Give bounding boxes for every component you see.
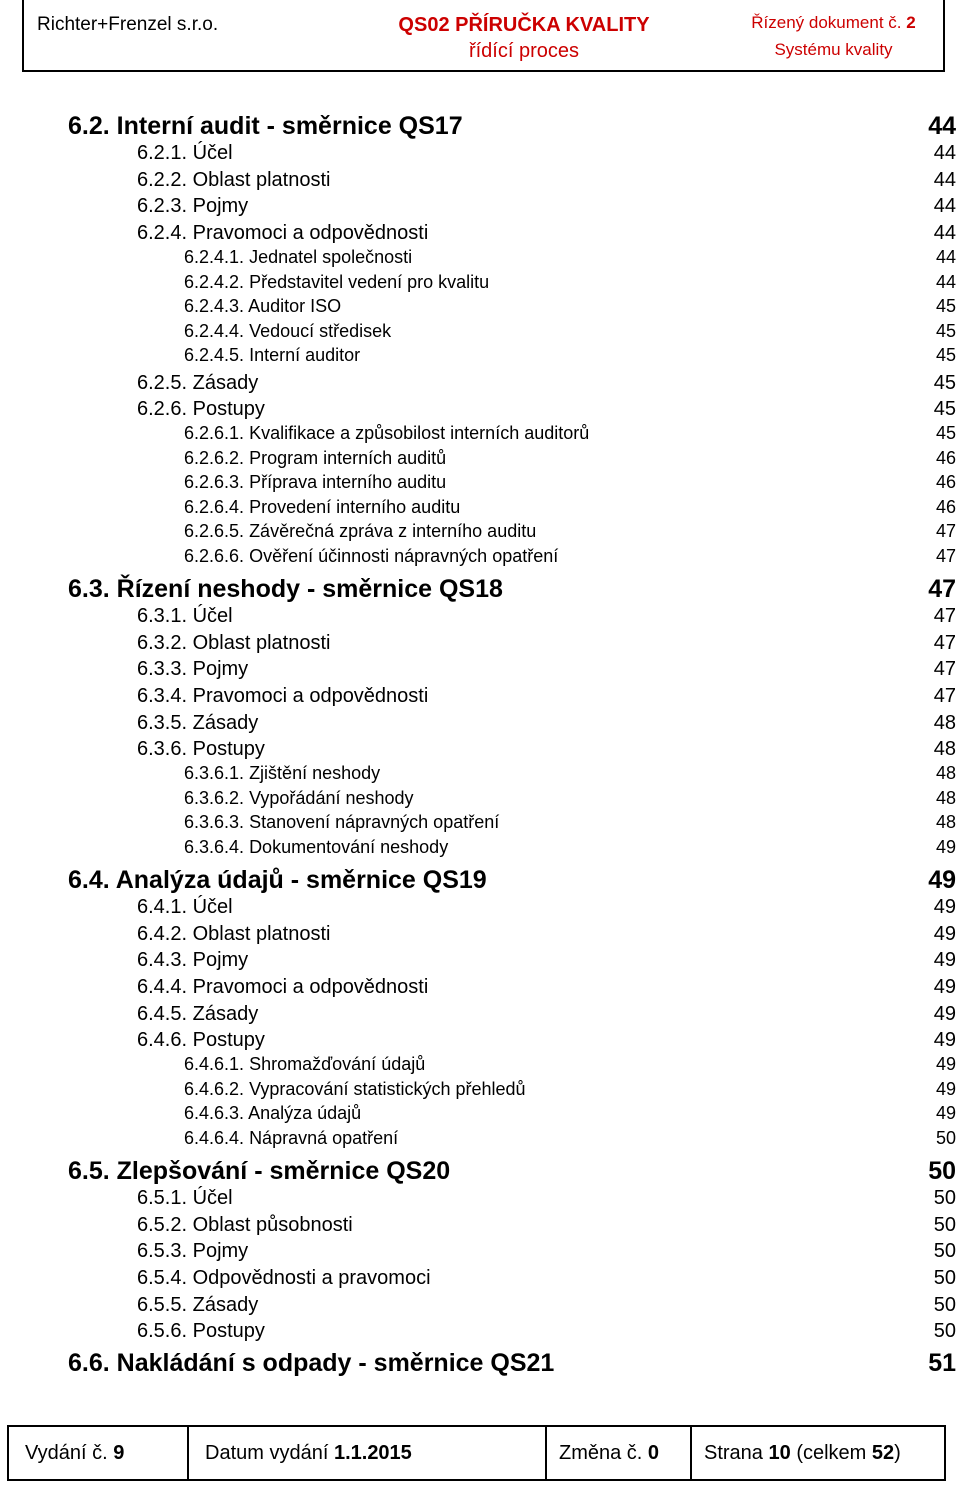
toc-entry-page: 49	[933, 975, 956, 998]
toc-entry-text: Představitel vedení pro kvalitu	[249, 271, 490, 292]
change-value: 0	[647, 1441, 660, 1464]
toc-entry-number: 6.4.5.	[137, 1002, 188, 1025]
document-subtitle: řídící proces	[468, 40, 580, 62]
toc-entry-number: 6.3.6.1.	[184, 763, 245, 784]
toc-entry-title	[184, 296, 341, 317]
toc-entry-text: Účel	[192, 895, 233, 918]
page-number-cell	[692, 1427, 944, 1479]
toc-entry-number: 6.6.	[68, 1349, 110, 1378]
toc-entry-text: Postupy	[192, 1029, 265, 1052]
toc-entry-number: 6.2.4.4.	[184, 320, 245, 341]
toc-entry-page: 49	[935, 1078, 956, 1099]
toc-entry-number: 6.3.6.2.	[184, 787, 245, 808]
toc-entry-title	[137, 1003, 258, 1026]
toc-entry-text: Pravomoci a odpovědnosti	[192, 975, 429, 998]
toc-entry-text: Postupy	[192, 398, 265, 421]
toc-entry-title	[137, 685, 428, 708]
toc-entry-title	[184, 321, 391, 342]
toc-entry-page: 47	[933, 684, 956, 707]
toc-entry-page: 44	[935, 271, 956, 292]
toc-entry-title	[184, 247, 412, 268]
total-value: 52	[871, 1441, 895, 1464]
document-title-block	[324, 0, 724, 70]
toc-entry-title	[137, 195, 248, 218]
toc-entry-number: 6.5.4.	[137, 1266, 188, 1289]
toc-entry-number: 6.2.	[68, 112, 110, 140]
toc-entry-number: 6.3.4.	[137, 684, 188, 707]
toc-entry-number: 6.2.5.	[137, 371, 188, 394]
toc-entry-title	[137, 658, 248, 681]
toc-entry-page: 44	[933, 142, 956, 164]
toc-entry-page: 50	[928, 1156, 956, 1185]
issue-date-label: Datum vydání	[205, 1441, 329, 1464]
toc-entry-page: 47	[933, 631, 956, 654]
toc-entry-page: 44	[928, 112, 956, 140]
toc-entry-page: 45	[935, 296, 956, 317]
toc-entry-page: 44	[933, 222, 956, 245]
toc-entry-text: Oblast platnosti	[192, 168, 331, 191]
toc-entry-number: 6.4.6.1.	[184, 1054, 245, 1075]
toc-entry-title	[137, 949, 248, 972]
toc-entry-page: 48	[933, 711, 956, 734]
toc-entry-text: Postupy	[192, 738, 265, 761]
toc-entry-text: Shromažďování údajů	[249, 1054, 426, 1075]
toc-entry-title	[137, 1029, 265, 1052]
toc-entry-page: 47	[933, 658, 956, 681]
toc-entry-title	[184, 448, 446, 469]
toc-entry-number: 6.2.6.5.	[184, 521, 245, 542]
toc-entry-page: 49	[933, 1029, 956, 1052]
page-header	[22, 0, 945, 72]
toc-entry-number: 6.2.4.1.	[184, 247, 245, 268]
toc-entry-number: 6.3.5.	[137, 711, 188, 734]
toc-entry-title	[137, 923, 330, 946]
toc-entry-text: Zásady	[192, 371, 259, 394]
toc-entry-page: 45	[935, 345, 956, 366]
toc-entry-number: 6.4.6.3.	[184, 1103, 245, 1124]
toc-entry-title	[137, 1320, 265, 1343]
toc-entry-text: Analýza údajů	[248, 1103, 362, 1124]
total-label-close: )	[894, 1441, 901, 1464]
toc-entry-title	[137, 222, 428, 245]
toc-entry-text: Příprava interního auditu	[249, 472, 447, 493]
toc-entry-title	[137, 1187, 233, 1210]
toc-entry-title	[184, 521, 536, 542]
toc-entry-page: 50	[935, 1127, 956, 1148]
toc-entry-text: Zásady	[192, 1293, 259, 1316]
toc-entry-number: 6.4.1.	[137, 895, 188, 918]
change-label: Změna č.	[559, 1441, 643, 1464]
toc-entry-number: 6.5.2.	[137, 1213, 188, 1236]
toc-entry-page: 50	[933, 1293, 956, 1316]
toc-entry-page: 49	[935, 1054, 956, 1075]
toc-entry-text: Závěrečná zpráva z interního auditu	[249, 521, 537, 542]
toc-entry-number: 6.4.6.4.	[184, 1127, 245, 1148]
toc-entry-number: 6.4.3.	[137, 949, 188, 972]
toc-entry-number: 6.2.6.1.	[184, 423, 245, 444]
toc-entry-page: 47	[933, 604, 956, 627]
toc-entry-number: 6.5.	[68, 1156, 110, 1185]
toc-entry-number: 6.2.6.6.	[184, 545, 245, 566]
toc-entry-page: 48	[935, 812, 956, 833]
controlled-document-number: 2	[906, 13, 916, 32]
toc-entry-text: Jednatel společnosti	[249, 247, 413, 268]
toc-entry-text: Auditor ISO	[248, 296, 342, 317]
total-label: (celkem	[796, 1441, 867, 1464]
toc-entry-page: 47	[928, 574, 956, 603]
toc-entry-number: 6.5.1.	[137, 1186, 188, 1209]
toc-entry-title	[137, 896, 233, 919]
toc-entry-text: Nápravná opatření	[249, 1127, 399, 1148]
toc-entry-text: Odpovědnosti a pravomoci	[192, 1266, 431, 1289]
toc-entry-number: 6.2.6.4.	[184, 496, 245, 517]
toc-entry-title	[184, 546, 558, 567]
toc-entry-title	[184, 497, 460, 518]
toc-entry-text: Nakládání s odpady - směrnice QS21	[116, 1349, 555, 1378]
toc-entry-title	[137, 372, 258, 395]
quality-system-label: Systému kvality	[774, 40, 893, 59]
toc-entry-title	[137, 398, 265, 421]
controlled-document-label: Řízený dokument č.	[751, 13, 902, 32]
toc-entry-title	[184, 837, 448, 858]
edition-value: 9	[113, 1441, 125, 1464]
toc-entry-page: 45	[935, 423, 956, 444]
issue-date-value: 1.1.2015	[333, 1441, 412, 1464]
toc-entry-title	[184, 272, 489, 293]
toc-entry-number: 6.2.6.	[137, 398, 188, 421]
toc-entry-text: Účel	[192, 1186, 233, 1209]
toc-entry-page: 49	[933, 895, 956, 918]
toc-entry-number: 6.2.4.3.	[184, 296, 245, 317]
toc-entry-title	[137, 142, 233, 165]
toc-entry-text: Dokumentování neshody	[249, 836, 449, 857]
toc-entry-page: 44	[933, 168, 956, 191]
toc-entry-number: 6.3.6.3.	[184, 812, 245, 833]
toc-entry-title	[137, 605, 233, 628]
change-cell	[547, 1427, 692, 1479]
toc-entry-text: Kvalifikace a způsobilost interních auditorů	[249, 423, 590, 444]
toc-entry-number: 6.3.3.	[137, 658, 188, 681]
toc-entry-text: Pojmy	[192, 1240, 249, 1263]
toc-entry-text: Účel	[192, 604, 233, 627]
toc-entry-page: 50	[933, 1240, 956, 1263]
edition-label: Vydání č.	[25, 1441, 108, 1464]
toc-entry-page: 46	[935, 496, 956, 517]
toc-entry-title	[137, 169, 330, 192]
toc-entry-text: Interní audit - směrnice QS17	[116, 112, 463, 140]
toc-entry-number: 6.4.2.	[137, 922, 188, 945]
toc-entry-number: 6.5.5.	[137, 1293, 188, 1316]
toc-entry-number: 6.2.3.	[137, 195, 188, 218]
toc-entry-page: 46	[935, 472, 956, 493]
toc-entry-number: 6.3.	[68, 574, 110, 603]
toc-entry-text: Postupy	[192, 1320, 265, 1343]
toc-entry-number: 6.2.4.5.	[184, 345, 245, 366]
toc-entry-page: 49	[933, 922, 956, 945]
toc-entry-title	[184, 1054, 425, 1075]
toc-entry-text: Řízení neshody - směrnice QS18	[116, 574, 503, 603]
toc-entry-text: Zásady	[192, 1002, 259, 1025]
toc-entry-title	[184, 1128, 398, 1149]
toc-entry-page: 50	[933, 1186, 956, 1209]
toc-entry-page: 49	[935, 1103, 956, 1124]
page-label: Strana	[704, 1441, 763, 1464]
company-name: Richter+Frenzel s.r.o.	[37, 14, 219, 35]
toc-entry-title	[137, 1267, 431, 1290]
toc-entry-page: 45	[933, 371, 956, 394]
toc-entry-title	[184, 472, 446, 493]
controlled-document-block	[724, 0, 943, 70]
toc-entry-number: 6.4.6.	[137, 1029, 188, 1052]
toc-entry-title	[137, 738, 265, 761]
edition-cell	[9, 1427, 189, 1479]
toc-entry-number: 6.4.	[68, 865, 110, 894]
toc-entry-title	[184, 1103, 361, 1124]
document-title: QS02 PŘÍRUČKA KVALITY	[398, 14, 650, 36]
toc-entry-text: Oblast platnosti	[192, 631, 331, 654]
toc-entry-title	[184, 812, 499, 833]
toc-entry-text: Program interních auditů	[249, 447, 447, 468]
toc-entry-page: 50	[933, 1266, 956, 1289]
toc-entry-title	[184, 345, 360, 366]
toc-entry-number: 6.5.6.	[137, 1320, 188, 1343]
page-value: 10	[768, 1441, 791, 1464]
toc-entry-title	[137, 1240, 248, 1263]
toc-entry-text: Pojmy	[192, 195, 249, 218]
toc-entry-page: 47	[935, 545, 956, 566]
toc-entry-title	[137, 712, 258, 735]
toc-entry-text: Oblast působnosti	[192, 1213, 353, 1236]
toc-entry-page: 49	[933, 1002, 956, 1025]
toc-entry-text: Ověření účinnosti nápravných opatření	[249, 545, 559, 566]
toc-entry-number: 6.3.1.	[137, 604, 188, 627]
toc-entry-text: Vypracování statistických přehledů	[249, 1078, 526, 1099]
issue-date-cell	[189, 1427, 547, 1479]
toc-entry-number: 6.2.6.2.	[184, 447, 245, 468]
toc-entry-title	[184, 423, 589, 444]
toc-entry-number: 6.2.4.2.	[184, 271, 245, 292]
toc-entry-text: Oblast platnosti	[192, 922, 331, 945]
toc-entry-page: 49	[928, 865, 956, 894]
toc-entry-page: 49	[933, 949, 956, 972]
toc-entry-text: Pojmy	[192, 658, 249, 681]
toc-entry-page: 44	[935, 247, 956, 268]
toc-entry-title	[137, 1294, 258, 1317]
toc-entry-text: Účel	[192, 142, 233, 164]
toc-entry-page: 46	[935, 447, 956, 468]
toc-entry-page: 45	[935, 320, 956, 341]
toc-entry-page: 50	[933, 1320, 956, 1343]
toc-entry-page: 49	[935, 836, 956, 857]
toc-entry-page: 44	[933, 195, 956, 218]
page-footer	[7, 1425, 946, 1481]
toc-entry-page: 50	[933, 1213, 956, 1236]
toc-entry-title	[184, 1079, 526, 1100]
toc-entry-text: Stanovení nápravných opatření	[249, 812, 500, 833]
toc-entry-page: 47	[935, 521, 956, 542]
toc-entry-title	[184, 763, 380, 784]
toc-entry-text: Zjištění neshody	[249, 763, 381, 784]
toc-entry-text: Analýza údajů - směrnice QS19	[115, 865, 487, 894]
toc-entry-title	[137, 632, 330, 655]
toc-entry-text: Vypořádání neshody	[249, 787, 414, 808]
toc-entry-number: 6.5.3.	[137, 1240, 188, 1263]
toc-entry-number: 6.2.6.3.	[184, 472, 245, 493]
toc-entry-text: Provedení interního auditu	[249, 496, 461, 517]
toc-entry-text: Zlepšování - směrnice QS20	[116, 1156, 451, 1185]
toc-entry-title	[137, 1214, 353, 1237]
toc-entry-number: 6.2.1.	[137, 142, 188, 164]
toc-entry-number: 6.2.2.	[137, 168, 188, 191]
toc-entry-page: 51	[928, 1349, 956, 1378]
toc-entry-page: 48	[933, 738, 956, 761]
toc-entry-text: Pravomoci a odpovědnosti	[192, 222, 429, 245]
toc-entry-number: 6.3.2.	[137, 631, 188, 654]
toc-entry-number: 6.2.4.	[137, 222, 188, 245]
toc-entry-text: Pravomoci a odpovědnosti	[192, 684, 429, 707]
toc-entry-text: Pojmy	[192, 949, 249, 972]
toc-entry-page: 48	[935, 787, 956, 808]
toc-entry-number: 6.3.6.4.	[184, 836, 245, 857]
toc-entry-number: 6.4.6.2.	[184, 1078, 245, 1099]
toc-entry-number: 6.4.4.	[137, 975, 188, 998]
toc-entry-title	[137, 976, 428, 999]
toc-entry-text: Vedoucí středisek	[249, 320, 392, 341]
toc-entry-text: Zásady	[192, 711, 259, 734]
toc-entry-title	[184, 788, 414, 809]
toc-entry-page: 45	[933, 398, 956, 421]
toc-entry-page: 48	[935, 763, 956, 784]
toc-entry-text: Interní auditor	[249, 345, 361, 366]
toc-entry-number: 6.3.6.	[137, 738, 188, 761]
